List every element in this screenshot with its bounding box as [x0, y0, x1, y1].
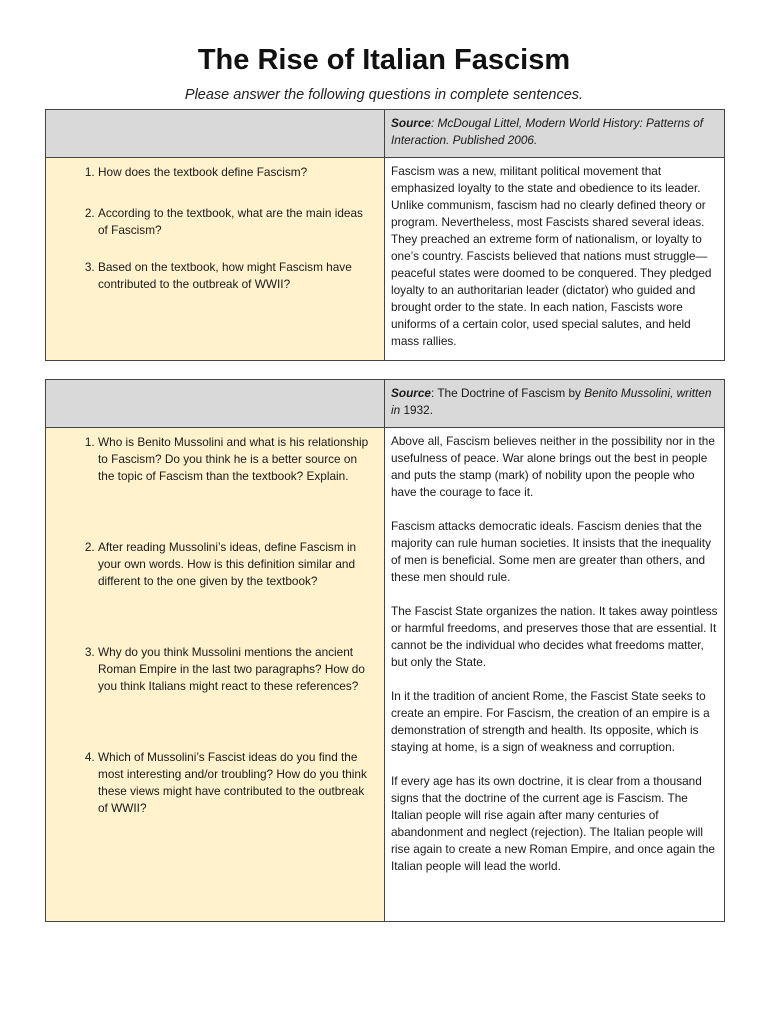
table-body-row: [46, 158, 725, 361]
question-list: [46, 158, 384, 293]
answer-paragraph: Above all, Fascism believes neither in the possibility nor in the usefulness of peace. War alone brings out the best in people and puts the stamp (mark) of nobility upon the people who have the courage to face it.: [391, 434, 715, 499]
page-title: The Rise of Italian Fascism: [197, 44, 571, 76]
answer-paragraph: If every age has its own doctrine, it is clear from a thousand signs that the doctrine of the current age is Fascism. The Italian people will rise again after many centuries of abandonment and neglect (rejection). The Italian people will rise again to create a new Roman Empire, and once again the Italian people will lead the world.: [391, 774, 715, 873]
source-cell: [385, 380, 725, 428]
questions-cell: [46, 428, 385, 922]
question-item: 3. Based on the textbook, how might Fascism have contributed to the outbreak of WWII?: [98, 259, 374, 293]
worksheet-table-1: [45, 109, 725, 361]
question-item: 4. Which of Mussolini’s Fascist ideas do you find the most interesting and/or troubling? How do you think these views might have contributed to the outbreak of WWII?: [98, 749, 374, 817]
worksheet-table-2: [45, 379, 725, 922]
question-item: 1. How does the textbook define Fascism?: [98, 164, 374, 181]
question-item: 1. Who is Benito Mussolini and what is his relationship to Fascism? Do you think he is a better source on the topic of Fascism than the textbook? Explain.: [98, 434, 374, 485]
header-blank-cell: [46, 110, 385, 158]
question-item: 2. According to the textbook, what are the main ideas of Fascism?: [98, 205, 374, 239]
question-list: [46, 428, 384, 817]
source-label: Source: [391, 116, 431, 130]
questions-cell: [46, 158, 385, 361]
source-year: 1932.: [400, 403, 433, 417]
header-blank-cell: [46, 380, 385, 428]
page-subtitle: Please answer the following questions in complete sentences.: [184, 87, 584, 103]
answer-text: Fascism was a new, militant political movement that emphasized loyalty to the state and obedience to its leader. Unlike communism, fascism had no clearly defined theory or program. Nevertheless, most Fascists shared several ideas. They preached an extreme form of nationalism, or loyalty to one’s country. Fascists believed that nations must struggle—peaceful states were doomed to be conquered. They pledged loyalty to an authoritarian leader (dictator) who guided and brought order to the state. In each nation, Fascists wore uniforms of a certain color, used special salutes, and held mass rallies.: [391, 164, 712, 348]
answer-paragraph: The Fascist State organizes the nation. It takes away pointless or harmful freedoms, and preserves those that are essential. It cannot be the individual who decides what freedoms matter, but only the State.: [391, 604, 718, 669]
source-label: Source: [391, 386, 431, 400]
source-author: Benito Mussolini, written in: [391, 386, 712, 417]
answer-paragraph: In it the tradition of ancient Rome, the Fascist State seeks to create an empire. For Fascism, the creation of an empire is a demonstration of strength and health. Its opposite, which is staying at home, is a sign of weakness and corruption.: [391, 689, 710, 754]
table-header-row: [46, 110, 725, 158]
answer-cell: [385, 428, 725, 922]
source-cell: [385, 110, 725, 158]
question-item: 2. After reading Mussolini’s ideas, define Fascism in your own words. How is this definition similar and different to the one given by the textbook?: [98, 539, 374, 590]
answer-paragraph: Fascism attacks democratic ideals. Fascism denies that the majority can rule human societies. It insists that the inequality of men is beneficial. Some men are greater than others, and these men should rule.: [391, 519, 711, 584]
table-header-row: [46, 380, 725, 428]
source-text: : McDougal Littel, Modern World History: Patterns of Interaction. Published 2006.: [391, 116, 704, 147]
source-text: : The Doctrine of Fascism by: [431, 386, 585, 400]
question-item: 3. Why do you think Mussolini mentions the ancient Roman Empire in the last two paragraphs? How do you think Italians might react to these references?: [98, 644, 374, 695]
table-body-row: [46, 428, 725, 922]
answer-cell: [385, 158, 725, 361]
